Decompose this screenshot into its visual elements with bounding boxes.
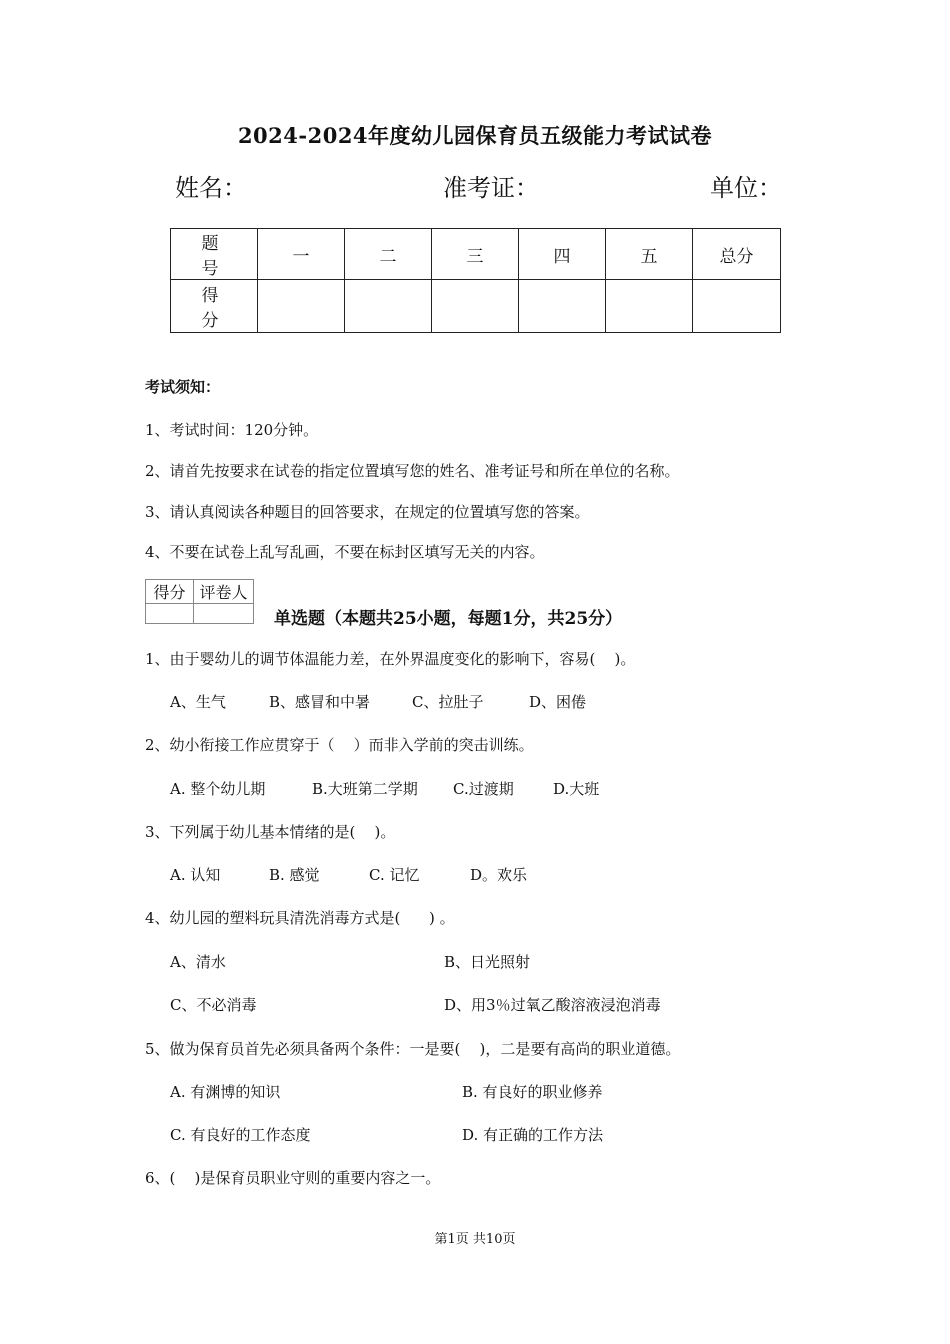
question-option: B. 有良好的职业修养	[462, 1083, 603, 1101]
question-option: C. 记忆	[369, 866, 420, 884]
score-table-cell: 题 号	[171, 229, 258, 280]
unit-label: 单位：	[710, 174, 782, 202]
question-option: C、拉肚子	[412, 693, 484, 711]
grader-reviewer-label: 评卷人	[194, 580, 254, 604]
grader-score-label: 得分	[146, 580, 194, 604]
question-option: A. 认知	[170, 866, 221, 884]
question-option: B、感冒和中暑	[269, 693, 371, 711]
score-table-header-row	[171, 229, 781, 280]
exam-title: 2024-2024年度幼儿园保育员五级能力考试试卷	[237, 123, 713, 148]
question-stem: 6、( )是保育员职业守则的重要内容之一。	[145, 1169, 441, 1187]
note-item: 1、考试时间：120分钟。	[145, 421, 319, 439]
grader-score-cell[interactable]	[146, 604, 194, 624]
question-option: A、生气	[170, 693, 226, 711]
score-table-cell: 一	[258, 229, 345, 280]
question-option: B.大班第二学期	[312, 780, 418, 798]
score-row-label: 得 分	[171, 280, 258, 333]
note-item: 4、不要在试卷上乱写乱画，不要在标封区填写无关的内容。	[145, 543, 545, 561]
score-cell-empty[interactable]	[345, 280, 432, 333]
question-option: A、清水	[170, 953, 226, 971]
note-item: 3、请认真阅读各种题目的回答要求，在规定的位置填写您的答案。	[145, 503, 590, 521]
grader-reviewer-cell[interactable]	[194, 604, 254, 624]
question-option: D、用3％过氧乙酸溶液浸泡消毒	[444, 996, 661, 1014]
id-label: 准考证：	[443, 174, 539, 202]
page-footer: 第1页 共10页	[434, 1232, 516, 1247]
score-table	[170, 228, 781, 333]
question-option: D. 有正确的工作方法	[462, 1126, 604, 1144]
notes-title: 考试须知：	[145, 378, 221, 396]
question-option: B、日光照射	[444, 953, 531, 971]
score-table-cell: 五	[606, 229, 693, 280]
question-stem: 3、下列属于幼儿基本情绪的是( )。	[145, 823, 396, 841]
grader-box	[145, 579, 254, 624]
question-option: D.大班	[553, 780, 600, 798]
question-option: D、困倦	[529, 693, 587, 711]
score-cell-empty[interactable]	[519, 280, 606, 333]
question-option: D。欢乐	[470, 866, 528, 884]
question-stem: 2、幼小衔接工作应贯穿于（ ）而非入学前的突击训练。	[145, 736, 534, 754]
question-stem: 4、幼儿园的塑料玩具清洗消毒方式是( ) 。	[145, 909, 455, 927]
question-option: B. 感觉	[269, 866, 320, 884]
score-table-cell: 二	[345, 229, 432, 280]
score-table-cell: 三	[432, 229, 519, 280]
score-table-cell: 总分	[693, 229, 781, 280]
question-option: C、不必消毒	[170, 996, 257, 1014]
section-title: 单选题（本题共25小题，每题1分，共25分）	[274, 609, 623, 629]
score-cell-empty[interactable]	[258, 280, 345, 333]
question-option: C. 有良好的工作态度	[170, 1126, 311, 1144]
question-option: A. 有渊博的知识	[170, 1083, 281, 1101]
question-stem: 1、由于婴幼儿的调节体温能力差，在外界温度变化的影响下，容易( )。	[145, 650, 636, 668]
question-option: A. 整个幼儿期	[170, 780, 266, 798]
note-item: 2、请首先按要求在试卷的指定位置填写您的姓名、准考证号和所在单位的名称。	[145, 462, 680, 480]
score-table-cell: 四	[519, 229, 606, 280]
name-label: 姓名：	[175, 174, 247, 202]
score-cell-empty[interactable]	[606, 280, 693, 333]
score-cell-empty[interactable]	[693, 280, 781, 333]
question-option: C.过渡期	[453, 780, 514, 798]
score-cell-empty[interactable]	[432, 280, 519, 333]
question-stem: 5、做为保育员首先必须具备两个条件：一是要( )，二是要有高尚的职业道德。	[145, 1040, 681, 1058]
score-table-score-row	[171, 280, 781, 333]
